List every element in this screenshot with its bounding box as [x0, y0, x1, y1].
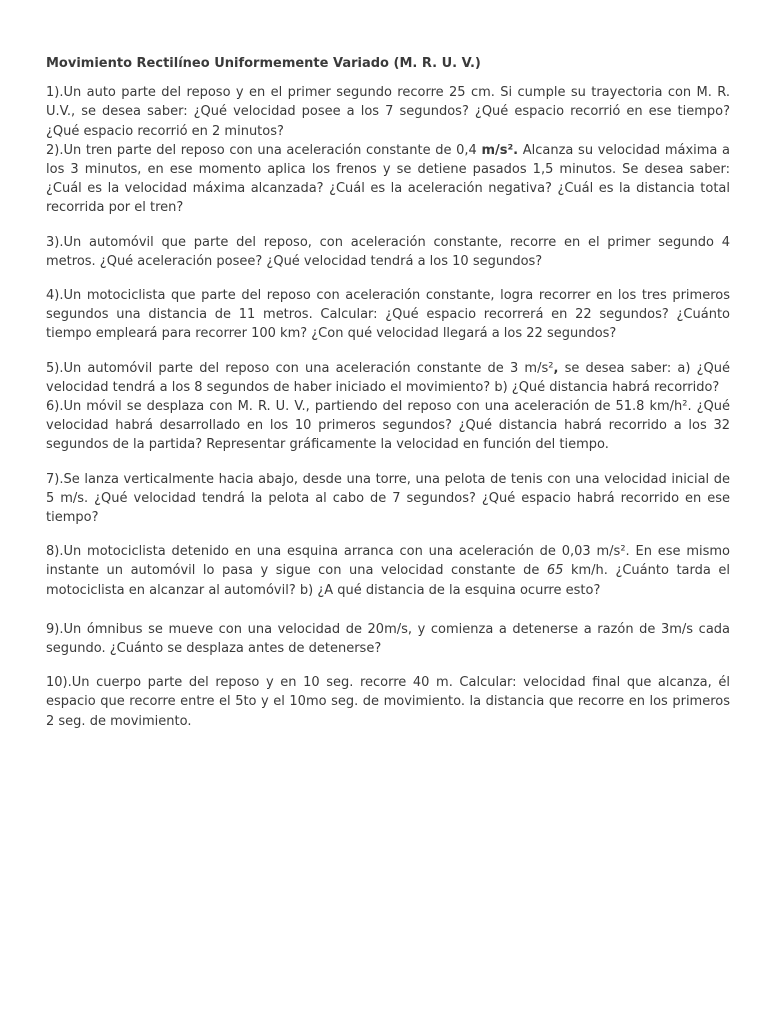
problem-5-text-before: 5).Un automóvil parte del reposo con una aceleración constante de 3 m/s²	[46, 360, 554, 376]
problem-8-text-before: 8).Un motociclista detenido en una esquina arranca con una aceleración de 0,03 m/s². En ese mismo instante un automóvil lo pasa y sigue con una velocidad constante de	[46, 544, 730, 579]
problem-5-comma: ,	[553, 360, 559, 376]
problem-3: 3).Un automóvil que parte del reposo, con aceleración constante, recorre en el primer segundo 4 metros. ¿Qué aceleración posee? ¿Qué velocidad tendrá a los 10 segundos?	[46, 234, 730, 269]
problem-8-speed: 65	[546, 563, 564, 579]
problem-8	[46, 542, 730, 600]
problem-2-unit: m/s².	[481, 142, 519, 158]
problem-2	[46, 141, 730, 218]
spacer	[46, 218, 730, 233]
problem-7: 7).Se lanza verticalmente hacia abajo, desde una torre, una pelota de tenis con una velocidad inicial de 5 m/s. ¿Qué velocidad tendrá la pelota al cabo de 7 segundos? ¿Qué espacio habrá recorrido en ese tiempo?	[46, 471, 730, 526]
problem-4: 4).Un motociclista que parte del reposo con aceleración constante, logra recorrer en los tres primeros segundos una distancia de 11 metros. Calcular: ¿Qué espacio recorrerá en 22 segundos? ¿Cuánto tiempo empleará para recorrer 100 km? ¿Con qué velocidad llegará a los 22 segundos?	[46, 288, 730, 342]
problem-5	[46, 359, 730, 397]
spacer	[46, 658, 730, 673]
problem-1: 1).Un auto parte del reposo y en el primer segundo recorre 25 cm. Si cumple su trayectoria con M. R. U.V., se desea saber: ¿Qué velocidad posee a los 7 segundos? ¿Qué espacio recorrió en ese tiempo? ¿Qué espacio recorrió en 2 minutos?	[46, 85, 730, 139]
problem-8-text-after: km/h. ¿Cuánto tarda el motociclista en alcanzar al automóvil? b) ¿A qué distancia de la esquina ocurre esto?	[46, 563, 730, 598]
document-page	[46, 54, 730, 731]
problem-10: 10).Un cuerpo parte del reposo y en 10 seg. recorre 40 m. Calcular: velocidad final que alcanza, él espacio que recorre entre el 5to y el 10mo seg. de movimiento. la distancia que recorre en los primeros 2 seg. de movimiento.	[46, 675, 730, 729]
spacer	[46, 527, 730, 542]
spacer	[46, 455, 730, 470]
problem-5-text-after: se desea saber: a) ¿Qué velocidad tendrá a los 8 segundos de haber iniciado el movimiento? b) ¿Qué distancia habrá recorrido?	[46, 360, 730, 395]
spacer	[46, 271, 730, 286]
spacer	[46, 600, 730, 620]
problem-2-text-after: Alcanza su velocidad máxima a los 3 minutos, en ese momento aplica los frenos y se detiene pasados 1,5 minutos. Se desea saber: ¿Cuál es la velocidad máxima alcanzada? ¿Cuál es la aceleración negativa? ¿Cuál es la distancia total recorrida por el tren?	[46, 142, 731, 216]
problem-2-text-before: 2).Un tren parte del reposo con una aceleración constante de 0,4	[46, 142, 482, 158]
problem-6: 6).Un móvil se desplaza con M. R. U. V., partiendo del reposo con una aceleración de 51.8 km/h². ¿Qué velocidad habrá desarrollado en los 10 primeros segundos? ¿Qué distancia habrá recorrido a los 32 segundos de la partida? Representar gráficamente la velocidad en función del tiempo.	[46, 399, 730, 453]
document-title: Movimiento Rectilíneo Uniformemente Variado (M. R. U. V.)	[46, 56, 481, 71]
spacer	[46, 344, 730, 359]
problem-9: 9).Un ómnibus se mueve con una velocidad de 20m/s, y comienza a detenerse a razón de 3m/s cada segundo. ¿Cuánto se desplaza antes de detenerse?	[46, 621, 730, 657]
